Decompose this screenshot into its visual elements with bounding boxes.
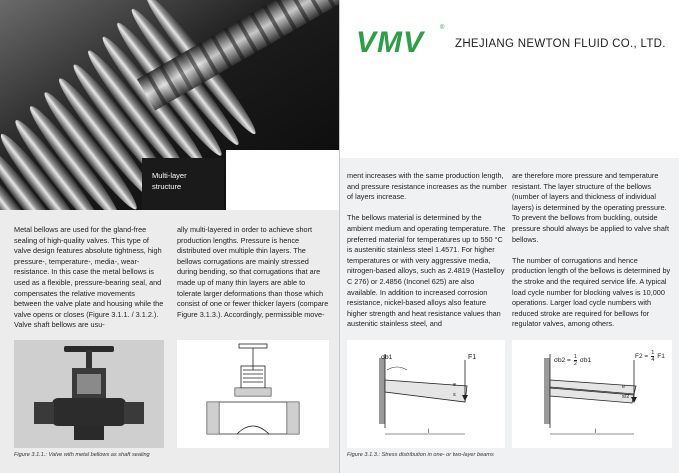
right-page [340, 0, 679, 473]
beam2-l: l [595, 429, 597, 435]
beam2-sigma-fraction [574, 354, 577, 367]
beam1-force: F1 [468, 354, 477, 361]
left-page [0, 0, 339, 473]
hero-caption-line2: structure [152, 182, 182, 191]
beam1-sigma: σb1 [381, 354, 393, 361]
right-text-column-2 [512, 171, 672, 341]
valve-drawing-figure [177, 340, 329, 448]
hero-white-panel [226, 150, 339, 210]
valve-photo [14, 340, 164, 448]
left-text-column-1 [14, 225, 164, 342]
beam1-l: l [428, 429, 430, 435]
beam2-force-den: 4 [651, 357, 655, 363]
right-text-column-1 [347, 171, 507, 341]
header-area [340, 0, 679, 158]
hero-caption-line1: Multi-layer [152, 171, 187, 180]
left-paragraph-1: Metal bellows are used for the gland-free sealing of high-quality valves. This type of valve design features absolute tightness, high pressure-, temperature-, media-, wear-resistance. In this case the metal bellows is used as a flexible, pressure-bearing seal, and compensates the relative movements between the valve plate and housing while the valve opens or closes (Figure 3.1.1. / 3.1.2.). Valve shaft bellows are usu- [14, 225, 164, 330]
beam-one-layer-figure [347, 340, 505, 448]
company-name: ZHEJIANG NEWTON FLUID CO., LTD. [455, 38, 666, 50]
beam-one-layer-diagram [347, 340, 505, 448]
beam2-e: e [622, 384, 626, 390]
right-paragraph-4: The number of corrugations and hence production length of the bellows is determined by the stroke and the required service life. A typical load cycle number for blocking valves is 10,000 operations. Larger load cycle numbers with reduced stroke are required for bellows for regulator valves, among others. [512, 255, 671, 329]
beam2-sigma-den: 2 [573, 361, 577, 367]
vmv-logo: VMV [356, 26, 425, 59]
figure-caption-right: Figure 3.1.3.: Stress distribution in one- or two-layer beams [347, 452, 494, 458]
beam2-force-left: F2 = [635, 353, 649, 360]
right-paragraph-2: The bellows material is determined by the ambient medium and operating temperature. The preferred material for temperatures up to 550 °C is austenitic stainless steel 1.4571. For higher temperatures or with very aggressive media, nitrogen-based alloys, such as 2.4819 (Hastelloy C 276) or 2.4856 (Inconel 625) are also available. In addition to increased corrosion resistance, nickel-based alloys also feature higher strength and heat resistance values than austenitic stainless steel, and [347, 213, 506, 329]
hero-caption [142, 158, 224, 210]
beam1-s: s [453, 392, 456, 398]
beam2-sigma-equation [554, 354, 591, 367]
beam2-sigma-num: 1 [573, 354, 577, 360]
beam1-e: e [453, 382, 457, 388]
valve-photo-figure [14, 340, 164, 448]
beam2-sigma-right: σb1 [579, 357, 592, 364]
left-paragraph-2: ally multi-layered in order to achieve short production lengths. Pressure is hence distributed over multiple thin layers. The bellows corrugations are mainly stressed during bending, so that corrugations that are made up of many thin layers are able to tolerate larger deformations than those which consist of one or fewer thicker layers (compare Figure 3.1.3.). Accordingly, permissible move- [177, 225, 329, 319]
beam2-force-right: F1 [657, 353, 665, 360]
beam2-sigma-left: σb2 = [554, 357, 571, 364]
beam2-s-half: s/2 [622, 394, 630, 400]
beam2-force-num: 1 [651, 350, 655, 356]
beam2-force-equation [635, 350, 665, 363]
registered-mark: ® [440, 25, 445, 31]
valve-section-drawing [177, 340, 329, 448]
figure-caption-left: Figure 3.1.1.: Valve with metal bellows as shaft sealing [14, 452, 150, 458]
right-paragraph-1: ment increases with the same production length, and pressure resistance increases as the number of layers increase. [347, 171, 507, 202]
right-paragraph-3: are therefore more pressure and temperature resistant. The layer structure of the bellows (number of layers and thickness of individual layers) is determined by the operating pressure. To prevent the bellows from buckling, outside pressure should always be applied to valve shaft bellows. [512, 171, 669, 244]
hero-bellows-photo [0, 0, 339, 210]
left-text-column-2 [177, 225, 329, 331]
beam2-force-fraction [651, 350, 654, 363]
